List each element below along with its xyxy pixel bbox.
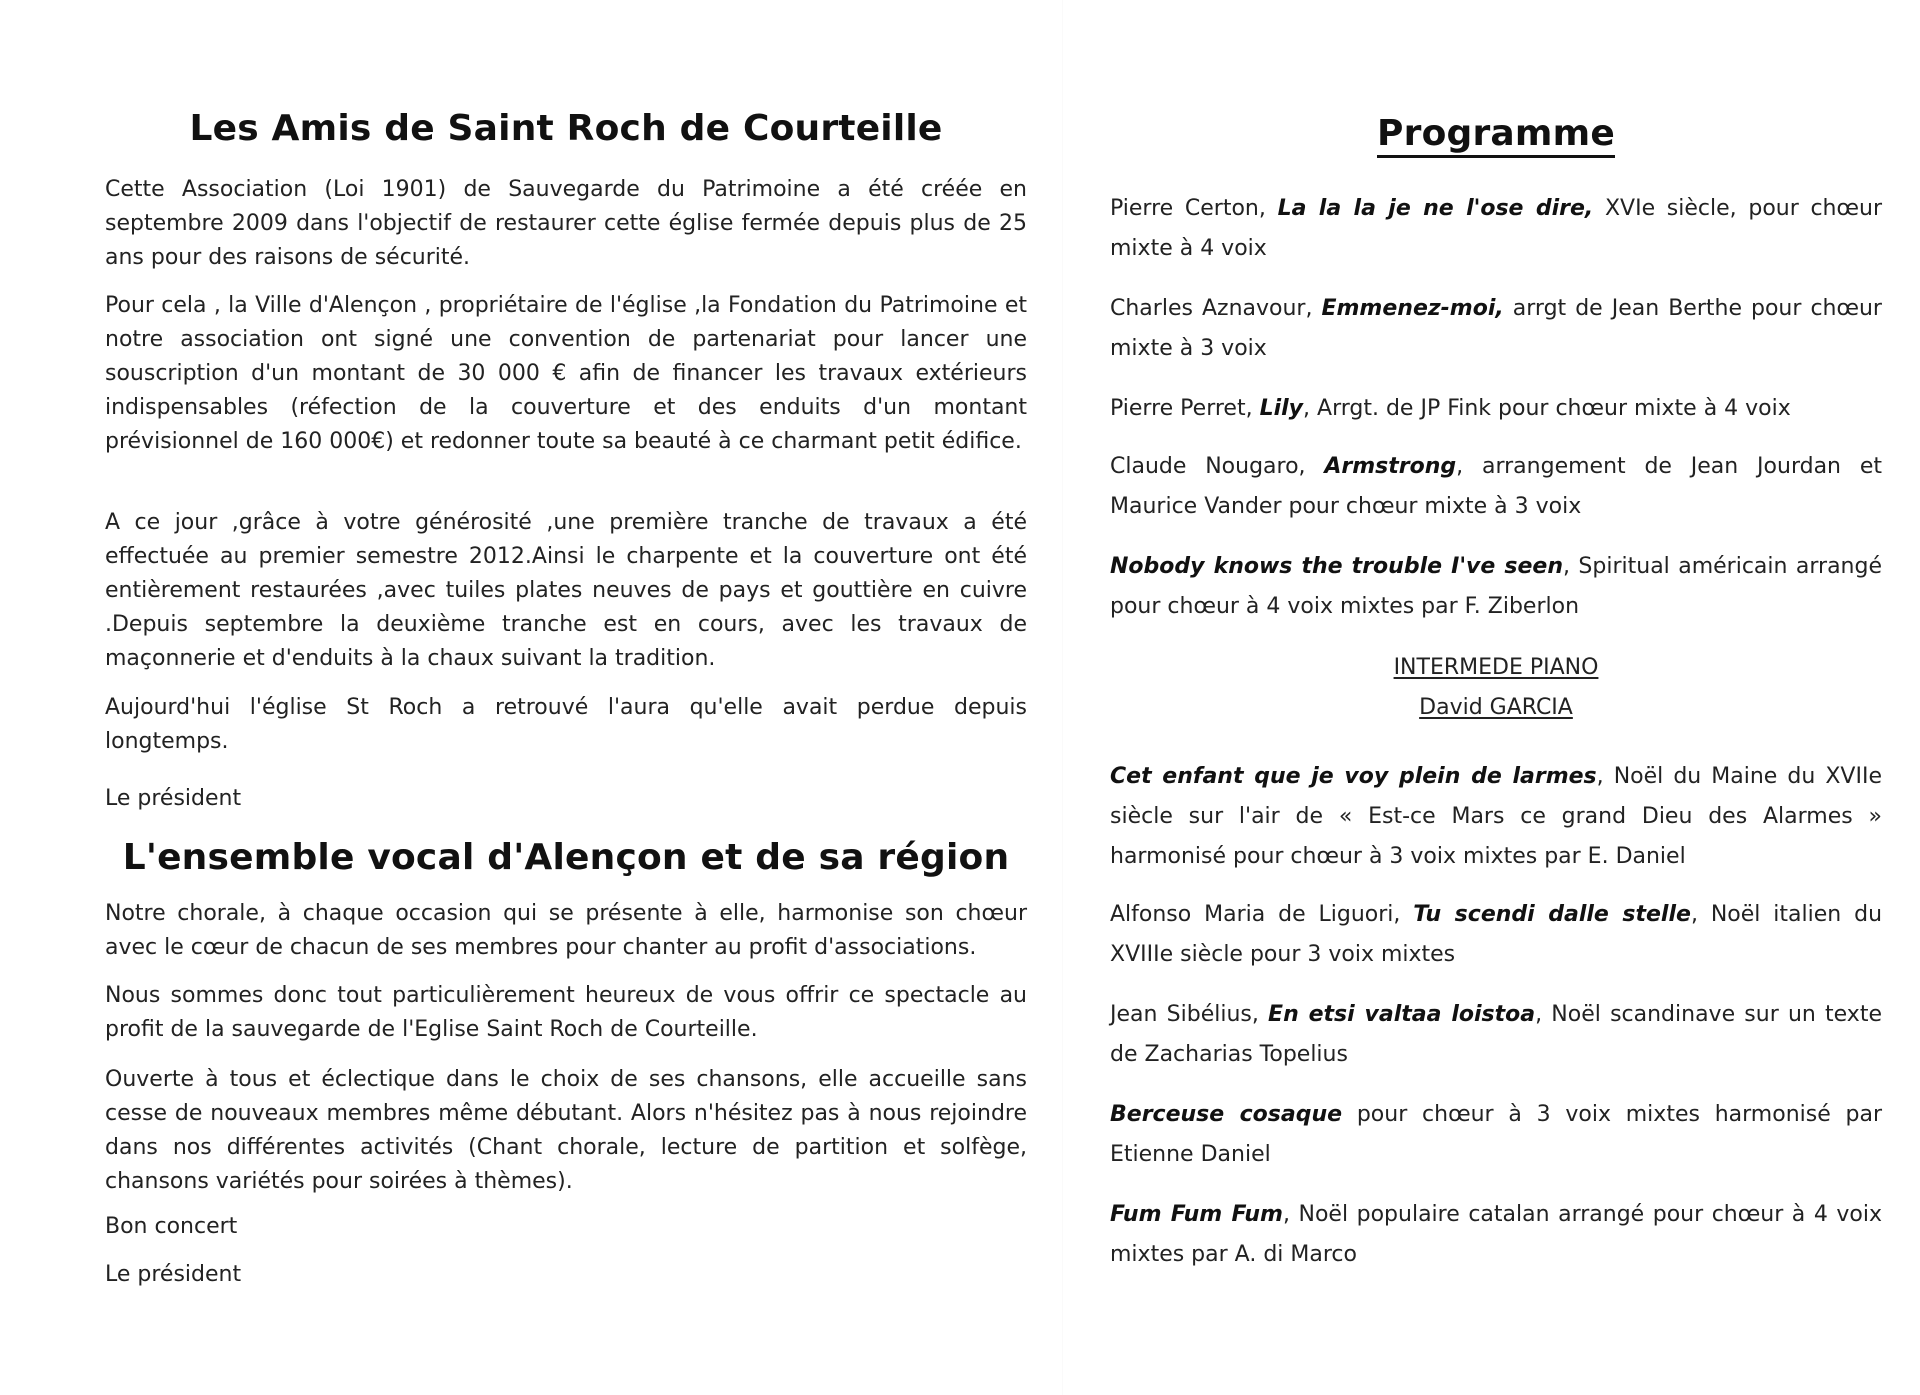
association-paragraph-3: A ce jour ,grâce à votre générosité ,une première tranche de travaux a été effectuée au premier semestre 2012.Ainsi le charpente et la couverture ont été entièrement restaurées ,avec tuiles plates neuves de pays et gouttière en cuivre .Depuis septembre la deuxième tranche est en cours, avec les travaux de maçonnerie et d'enduits à la chaux suivant la tradition. (105, 510, 1027, 671)
programme-item: Claude Nougaro, Armstrong, arrangement de Jean Jourdan et Maurice Vander pour chœur mixte à 3 voix (1110, 454, 1882, 519)
bon-concert: Bon concert (105, 1214, 238, 1239)
president-signature-1: Le président (105, 786, 242, 811)
programme-item: Alfonso Maria de Liguori, Tu scendi dalle stelle, Noël italien du XVIIIe siècle pour 3 voix mixtes (1110, 902, 1883, 967)
president-signature-2: Le président (105, 1262, 242, 1287)
association-paragraph-1: Cette Association (Loi 1901) de Sauvegarde du Patrimoine a été créée en septembre 2009 dans l'objectif de restaurer cette église fermée depuis plus de 25 ans pour des raisons de sécurité. (105, 177, 1027, 270)
association-paragraph-2: Pour cela , la Ville d'Alençon , propriétaire de l'église ,la Fondation du Patrimoine et notre association ont signé une convention de partenariat pour lancer une souscription d'un montant de 30 000 € afin de financer les travaux extérieurs indispensables (réfection de la couverture et des enduits d'un montant prévisionnel de 160 000€) et redonner toute sa beauté à ce charmant petit édifice. (105, 293, 1027, 454)
programme-title-text: Programme (1377, 113, 1615, 158)
programme-item: Fum Fum Fum, Noël populaire catalan arrangé pour chœur à 4 voix mixtes par A. di Marco (1110, 1202, 1882, 1267)
programme-item: Charles Aznavour, Emmenez-moi, arrgt de Jean Berthe pour chœur mixte à 3 voix (1110, 296, 1882, 361)
choir-paragraph-1: Notre chorale, à chaque occasion qui se présente à elle, harmonise son chœur avec le cœur de chacun de ses membres pour chanter au profit d'associations. (105, 901, 1027, 960)
page-fold (1062, 0, 1063, 1395)
choir-title: L'ensemble vocal d'Alençon et de sa région (122, 837, 1010, 878)
programme-item: Berceuse cosaque pour chœur à 3 voix mixtes harmonisé par Etienne Daniel (1110, 1102, 1883, 1167)
programme-item: Nobody knows the trouble I've seen, Spiritual américain arrangé pour chœur à 4 voix mixtes par F. Ziberlon (1110, 554, 1882, 619)
programme-item: Jean Sibélius, En etsi valtaa loistoa, Noël scandinave sur un texte de Zacharias Topelius (1110, 1002, 1882, 1067)
choir-paragraph-2: Nous sommes donc tout particulièrement heureux de vous offrir ce spectacle au profit de la sauvegarde de l'Eglise Saint Roch de Courteille. (105, 983, 1027, 1042)
programme-item: Cet enfant que je voy plein de larmes, Noël du Maine du XVIIe siècle sur l'air de « Est-ce Mars ce grand Dieu des Alarmes » harmonisé pour chœur à 3 voix mixtes par E. Daniel (1110, 764, 1882, 869)
pianist-name: David GARCIA (1419, 695, 1573, 720)
association-paragraph-4: Aujourd'hui l'église St Roch a retrouvé l'aura qu'elle avait perdue depuis longtemps. (105, 695, 1027, 754)
programme-item: Pierre Perret, Lily, Arrgt. de JP Fink pour chœur mixte à 4 voix (1110, 396, 1791, 421)
programme-item: Pierre Certon, La la la je ne l'ose dire, XVIe siècle, pour chœur mixte à 4 voix (1110, 196, 1882, 261)
intermede-heading: INTERMEDE PIANO (1393, 655, 1599, 680)
choir-paragraph-3: Ouverte à tous et éclectique dans le choix de ses chansons, elle accueille sans cesse de nouveaux membres même débutant. Alors n'hésitez pas à nous rejoindre dans nos différentes activités (Chant chorale, lecture de partition et solfège, chansons variétés pour soirées à thèmes). (105, 1067, 1027, 1194)
association-title: Les Amis de Saint Roch de Courteille (189, 108, 943, 149)
programme-title (1110, 113, 1882, 154)
